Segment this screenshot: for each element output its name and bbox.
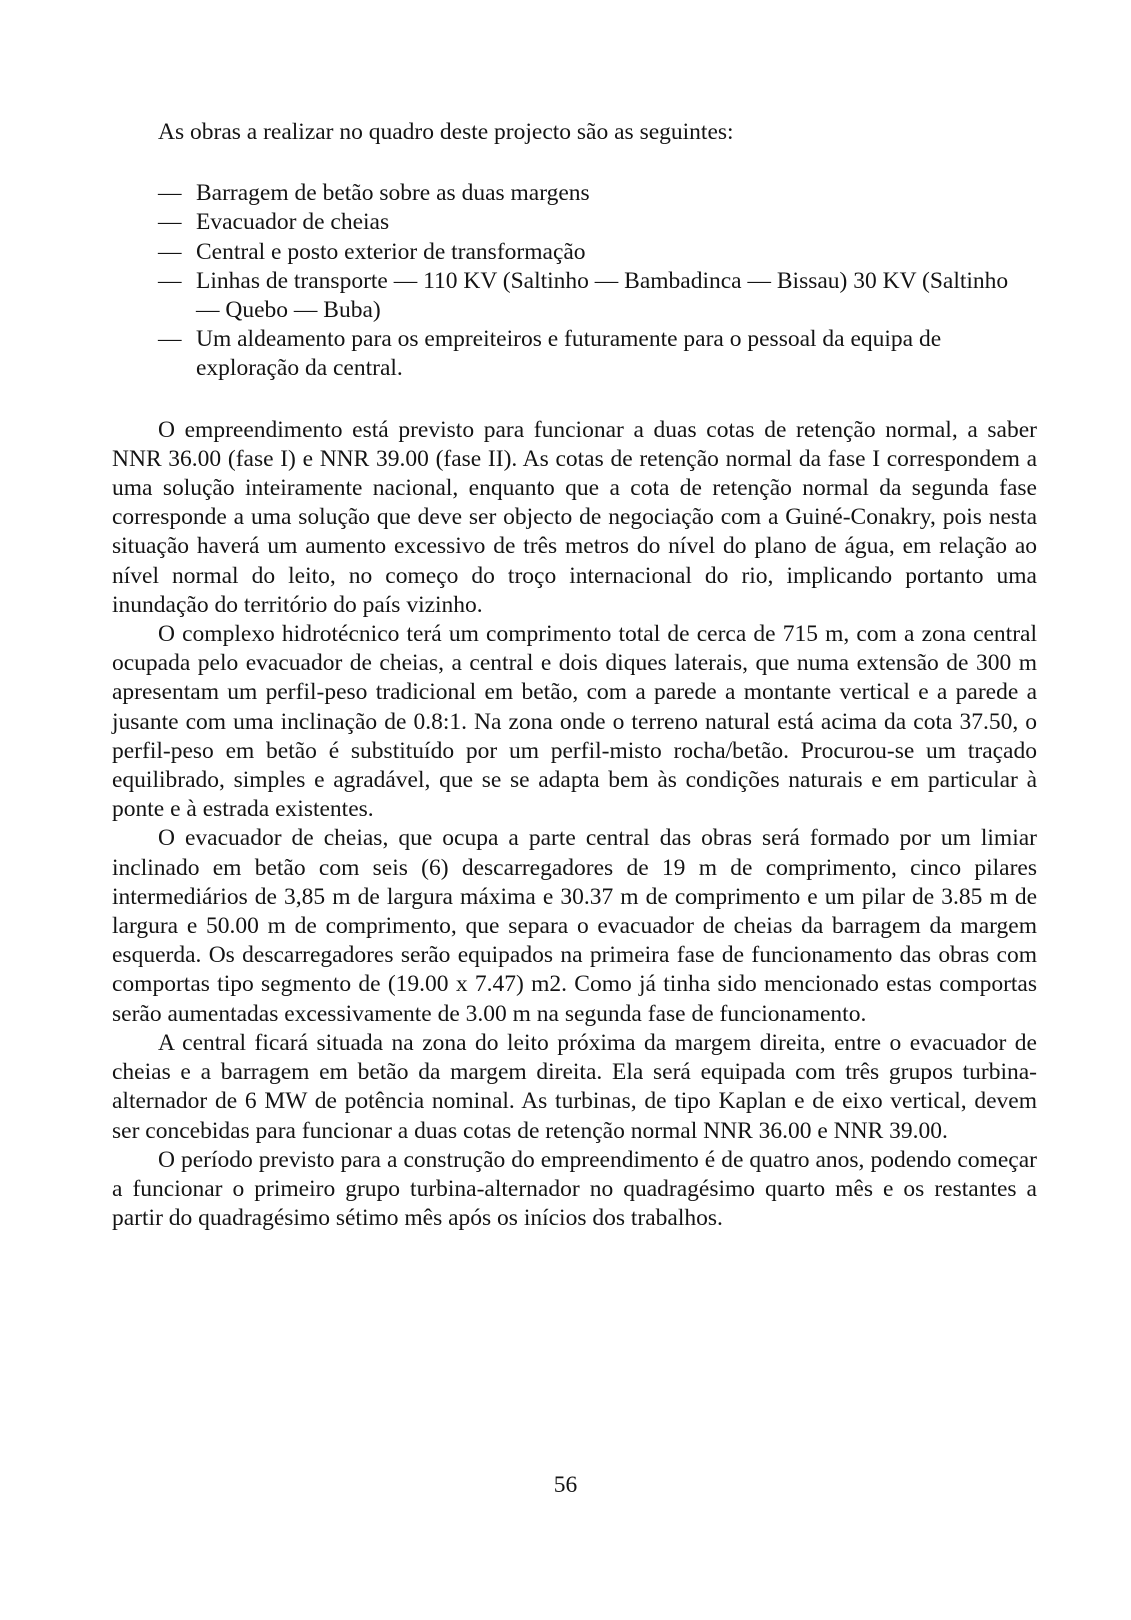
works-item-text: Evacuador de cheias [196, 209, 390, 236]
list-dash: — [158, 326, 182, 353]
works-list-item [158, 325, 1037, 383]
paragraph-construction-period: O período previsto para a construção do empreendimento é de quatro anos, podendo começar a funcionar o primeiro grupo turbina-alternador no quadragésimo quarto mês e os restantes a partir do quadragésimo sétimo mês após os inícios dos trabalhos. [112, 1146, 1037, 1232]
works-list [112, 179, 1037, 383]
works-item-text: Linhas de transporte — 110 KV (Saltinho — Bambadinca — Bissau) 30 KV (Saltinho — Quebo — Buba) [196, 267, 1009, 324]
works-list-item [158, 238, 1037, 267]
list-dash: — [158, 209, 182, 236]
paragraph-spillway: O evacuador de cheias, que ocupa a parte central das obras será formado por um limiar inclinado em betão com seis (6) descarregadores de 19 m de comprimento, cinco pilares intermediários de 3,85 m de largura máxima e 30.37 m de comprimento e um pilar de 3.85 m de largura e 50.00 m de comprimento, que separa o evacuador de cheias da barragem da margem esquerda. Os descarregadores serão equipados na primeira fase de funcionamento das obras com comportas tipo segmento de (19.00 x 7.47) m2. Como já tinha sido mencionado estas comportas serão aumentadas excessivamente de 3.00 m na segunda fase de funcionamento. [112, 825, 1037, 1027]
paragraph-retention-levels: O empreendimento está previsto para funcionar a duas cotas de retenção normal, a saber NNR 36.00 (fase I) e NNR 39.00 (fase II). As cotas de retenção normal da fase I correspondem a uma solução inteiramente nacional, enquanto que a cota de retenção normal da segunda fase corresponde a uma solução que deve ser objecto de negociação com a Guiné-Conakry, pois nesta situação haverá um aumento excessivo de três metros do nível do plano de água, em relação ao nível normal do leito, no começo do troço internacional do rio, implicando portanto uma inundação do território do país vizinho. [112, 416, 1037, 618]
page-number: 56 [553, 1472, 578, 1498]
works-list-item [158, 179, 1037, 208]
list-dash: — [158, 267, 182, 294]
paragraph-hydrotechnical-complex: O complexo hidrotécnico terá um comprimento total de cerca de 715 m, com a zona central ocupada pelo evacuador de cheias, a central e dois diques laterais, que numa extensão de 300 m apresentam um perfil-peso tradicional em betão, com a parede a montante vertical e a parede a jusante com uma inclinação de 0.8:1. Na zona onde o terreno natural está acima da cota 37.50, o perfil-peso em betão é substituído por um perfil-misto rocha/betão. Procurou-se um traçado equilibrado, simples e agradável, que se se adapta bem às condições naturais e em particular à ponte e à estrada existentes. [112, 621, 1037, 823]
list-dash: — [158, 238, 182, 265]
works-item-text: Barragem de betão sobre as duas margens [196, 180, 590, 207]
works-item-text: Um aldeamento para os empreiteiros e futuramente para o pessoal da equipa de exploração da central. [196, 326, 942, 382]
list-dash: — [158, 180, 182, 207]
intro-sentence: As obras a realizar no quadro deste projecto são as seguintes: [158, 119, 734, 145]
works-list-item [158, 208, 1037, 237]
page-body [112, 118, 1037, 1233]
paragraph-power-station: A central ficará situada na zona do leito próxima da margem direita, entre o evacuador de cheias e a barragem em betão da margem direita. Ela será equipada com três grupos turbina-alternador de 6 MW de potência nominal. As turbinas, de tipo Kaplan e de eixo vertical, devem ser concebidas para funcionar a duas cotas de retenção normal NNR 36.00 e NNR 39.00. [112, 1029, 1037, 1144]
works-list-item [158, 267, 1037, 325]
works-item-text: Central e posto exterior de transformação [196, 238, 586, 265]
